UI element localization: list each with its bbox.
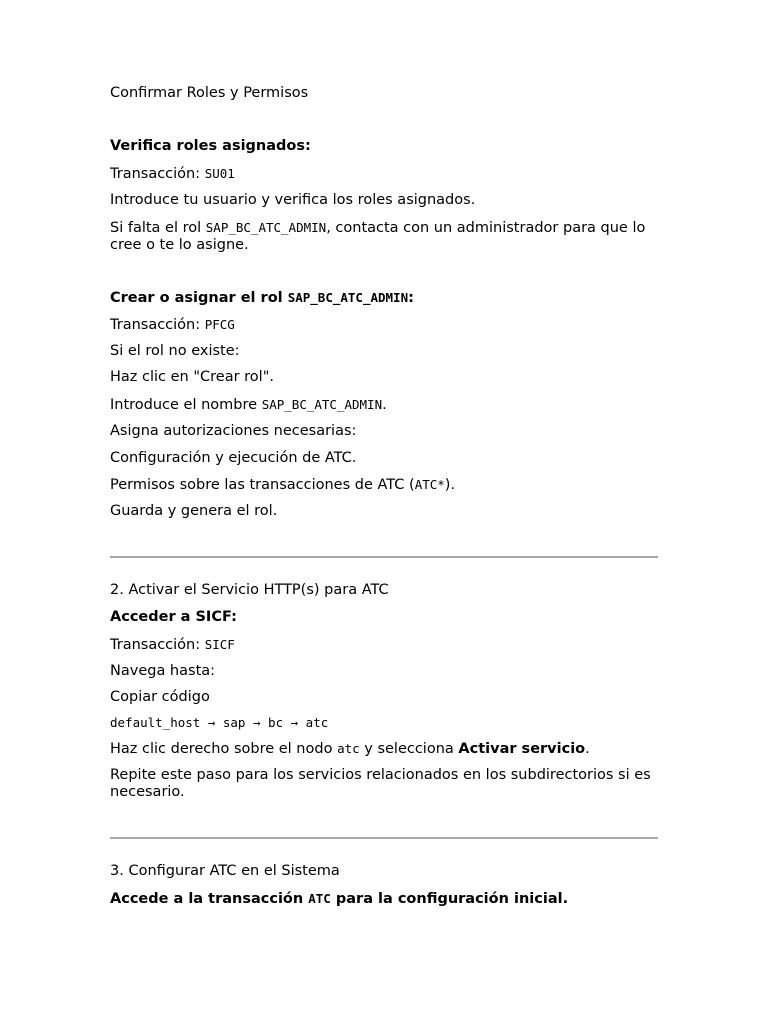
- transaction-label: Transacción:: [110, 637, 205, 653]
- role-code: SAP_BC_ATC_ADMIN: [287, 290, 409, 305]
- transaction-label: Transacción:: [110, 317, 205, 333]
- click-text-pre: Haz clic derecho sobre el nodo: [110, 741, 338, 757]
- create-role-heading-pre: Crear o asignar el rol: [110, 290, 288, 306]
- sicf-transaction-line: [110, 636, 658, 654]
- atc-wildcard-code: ATC*: [414, 477, 445, 492]
- click-create-role: Haz clic en "Crear rol".: [110, 369, 274, 385]
- config-execution-atc: Configuración y ejecución de ATC.: [110, 450, 357, 466]
- transaction-code: PFCG: [204, 317, 235, 332]
- access-text-pre: Accede a la transacción: [110, 891, 309, 907]
- atc-transaction-code: ATC: [308, 891, 331, 906]
- activate-service-label: Activar servicio: [458, 741, 586, 757]
- create-role-heading-post: :: [408, 290, 414, 306]
- service-path-code: default_host → sap → bc → atc: [110, 715, 329, 730]
- atc-node-code: atc: [337, 741, 360, 756]
- activate-service-line: [110, 740, 658, 758]
- repeat-step-paragraph: Repite este paso para los servicios relacionados en los subdirectorios si es necesario.: [110, 767, 651, 800]
- enter-name-text: Introduce el nombre: [110, 397, 262, 413]
- role-code: SAP_BC_ATC_ADMIN: [261, 397, 383, 412]
- click-text-mid: y selecciona: [359, 741, 459, 757]
- assign-authorizations: Asigna autorizaciones necesarias:: [110, 423, 357, 439]
- verify-roles-heading: Verifica roles asignados:: [110, 138, 311, 154]
- section-title-http: 2. Activar el Servicio HTTP(s) para ATC: [110, 582, 389, 598]
- enter-role-name: [110, 396, 658, 414]
- access-text-post: para la configuración inicial.: [330, 891, 569, 907]
- click-text-post: .: [585, 741, 590, 757]
- missing-role-text-post: , contacta con un administrador para que lo cree o te lo asigne.: [110, 220, 646, 253]
- permissions-close: ).: [444, 477, 456, 493]
- copy-code-link[interactable]: Copiar código: [110, 689, 210, 705]
- navigate-to: Navega hasta:: [110, 663, 216, 679]
- if-role-not-exists: Si el rol no existe:: [110, 343, 240, 359]
- save-generate-role: Guarda y genera el rol.: [110, 503, 278, 519]
- su01-transaction-line: [110, 165, 658, 183]
- transaction-code: SU01: [204, 166, 235, 181]
- missing-role-text-pre: Si falta el rol: [110, 220, 206, 236]
- permissions-text: Permisos sobre las transacciones de ATC (: [110, 477, 415, 493]
- section-title-configure: 3. Configurar ATC en el Sistema: [110, 863, 340, 879]
- intro-user-line: Introduce tu usuario y verifica los roles asignados.: [110, 192, 476, 208]
- pfcg-transaction-line: [110, 316, 658, 334]
- transaction-code: SICF: [204, 637, 235, 652]
- section-title-roles: Confirmar Roles y Permisos: [110, 85, 309, 101]
- section-divider: [110, 837, 658, 839]
- access-atc-heading: [110, 890, 658, 908]
- role-code: SAP_BC_ATC_ADMIN: [205, 220, 327, 235]
- enter-name-period: .: [382, 397, 387, 413]
- transaction-label: Transacción:: [110, 166, 205, 182]
- section-divider: [110, 556, 658, 558]
- create-role-heading: [110, 289, 658, 307]
- atc-permissions-line: [110, 476, 658, 494]
- access-sicf-heading: Acceder a SICF:: [110, 609, 237, 625]
- missing-role-paragraph: [110, 219, 658, 254]
